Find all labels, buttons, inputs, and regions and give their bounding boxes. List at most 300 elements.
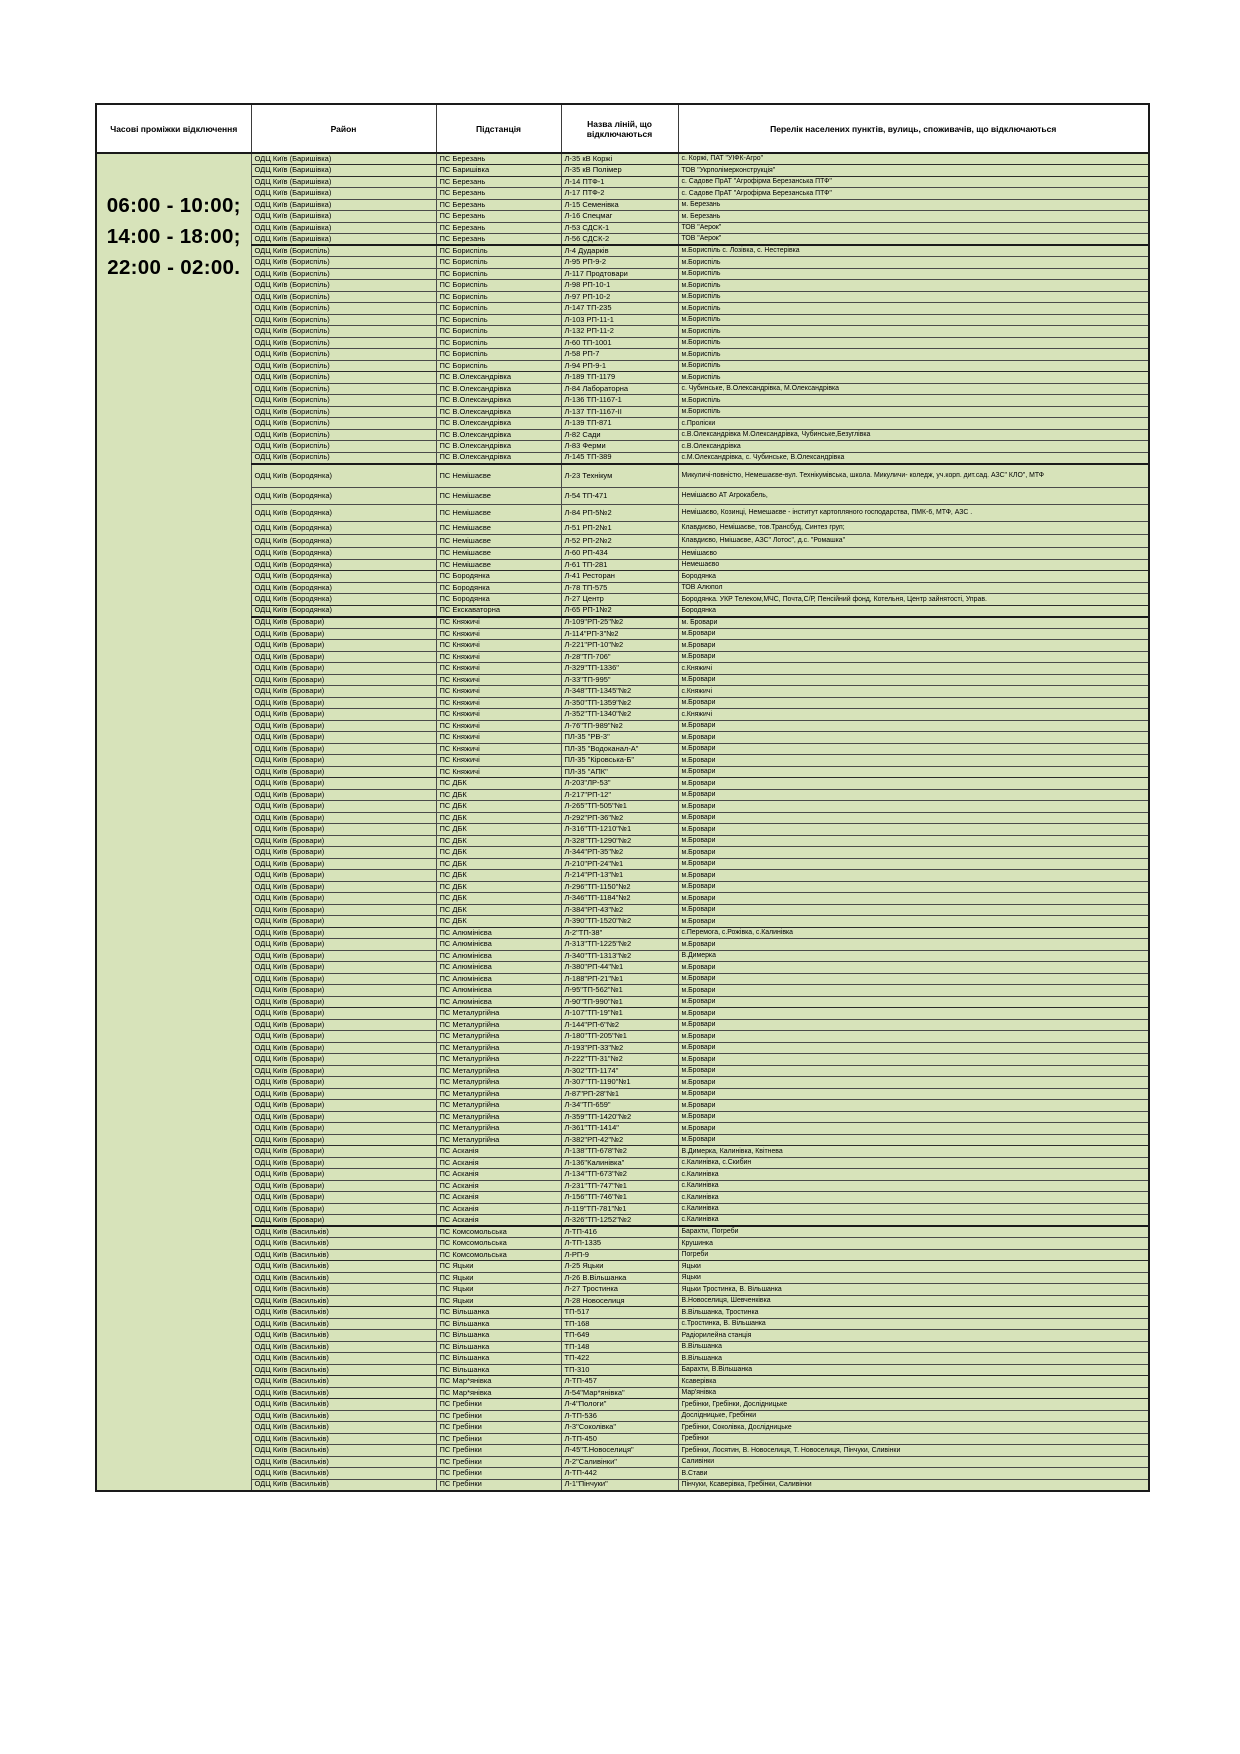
table-row [96, 1284, 1149, 1296]
district-cell: ОДЦ Київ (Бровари) [251, 1123, 436, 1135]
consumers-cell: с.Княжичі [678, 709, 1149, 721]
district-cell: ОДЦ Київ (Бровари) [251, 1157, 436, 1169]
table-row [96, 1123, 1149, 1135]
line-cell: Л-188"РП-21"№1 [561, 973, 678, 985]
district-cell: ОДЦ Київ (Бориспіль) [251, 395, 436, 407]
district-cell: ОДЦ Київ (Бородянка) [251, 559, 436, 571]
line-cell: Л-35 кВ Полімер [561, 165, 678, 177]
consumers-cell: с. Чубинське, В.Олександрівка, М.Олександрівка [678, 383, 1149, 395]
consumers-cell: м.Бориспіль [678, 303, 1149, 315]
line-cell: Л-340"ТП-1313"№2 [561, 950, 678, 962]
table-row [96, 1468, 1149, 1480]
consumers-cell: м.Бровари [678, 755, 1149, 767]
substation-cell: ПС Бориспіль [436, 337, 561, 349]
line-cell: Л-390"ТП-1520"№2 [561, 916, 678, 928]
substation-cell: ПС Немішаєве [436, 488, 561, 505]
district-cell: ОДЦ Київ (Бориспіль) [251, 257, 436, 269]
district-cell: ОДЦ Київ (Баришівка) [251, 199, 436, 211]
district-cell: ОДЦ Київ (Бровари) [251, 697, 436, 709]
line-cell: Л-60 РП-434 [561, 548, 678, 560]
district-cell: ОДЦ Київ (Бровари) [251, 996, 436, 1008]
table-row [96, 326, 1149, 338]
district-cell: ОДЦ Київ (Бровари) [251, 1100, 436, 1112]
table-row [96, 1169, 1149, 1181]
substation-cell: ПС Яцьки [436, 1272, 561, 1284]
consumers-cell: м.Бориспіль [678, 280, 1149, 292]
consumers-cell: ТОВ Алюпол [678, 582, 1149, 594]
district-cell: ОДЦ Київ (Васильків) [251, 1479, 436, 1491]
consumers-cell: Бородянка. УКР Телеком,МЧС, Почта,С/Р, Пенсійний фонд, Котельня, Центр зайнятості, Управ. [678, 594, 1149, 606]
table-row [96, 1376, 1149, 1388]
consumers-cell: м.Бровари [678, 1134, 1149, 1146]
header-substation: Підстанція [436, 104, 561, 153]
table-row [96, 663, 1149, 675]
line-cell: ТП-517 [561, 1307, 678, 1319]
substation-cell: ПС Княжичі [436, 755, 561, 767]
table-row [96, 1054, 1149, 1066]
district-cell: ОДЦ Київ (Васильків) [251, 1284, 436, 1296]
line-cell: Л-382"РП-42"№2 [561, 1134, 678, 1146]
table-row [96, 1226, 1149, 1238]
line-cell: Л-117 Продтовари [561, 268, 678, 280]
consumers-cell: Микуличі-повністю, Немешаєве-вул. Технікумівська, школа. Микуличи- коледж, уч.корп. дит.сад. АЗС" КЛО", МТФ [678, 464, 1149, 488]
line-cell: Л-3"Соколівка" [561, 1422, 678, 1434]
consumers-cell: Мар'янівка [678, 1387, 1149, 1399]
line-cell: Л-2"ТП-38" [561, 927, 678, 939]
header-line-names: Назва ліній, що відключаються [561, 104, 678, 153]
substation-cell: ПС Княжичі [436, 709, 561, 721]
table-row [96, 1238, 1149, 1250]
district-cell: ОДЦ Київ (Бориспіль) [251, 245, 436, 257]
district-cell: ОДЦ Київ (Васильків) [251, 1295, 436, 1307]
table-row [96, 1249, 1149, 1261]
district-cell: ОДЦ Київ (Бородянка) [251, 571, 436, 583]
table-row [96, 464, 1149, 488]
table-row [96, 1330, 1149, 1342]
table-row [96, 280, 1149, 292]
substation-cell: ПС Немішаєве [436, 559, 561, 571]
district-cell: ОДЦ Київ (Бориспіль) [251, 452, 436, 464]
consumers-cell: с.Калинівка [678, 1215, 1149, 1227]
line-cell: Л-27 Центр [561, 594, 678, 606]
table-row [96, 314, 1149, 326]
district-cell: ОДЦ Київ (Васильків) [251, 1468, 436, 1480]
district-cell: ОДЦ Київ (Бровари) [251, 824, 436, 836]
substation-cell: ПС ДБК [436, 824, 561, 836]
line-cell: Л-98 РП-10-1 [561, 280, 678, 292]
substation-cell: ПС ДБК [436, 858, 561, 870]
district-cell: ОДЦ Київ (Бориспіль) [251, 349, 436, 361]
consumers-cell: Погреби [678, 1249, 1149, 1261]
table-row [96, 303, 1149, 315]
district-cell: ОДЦ Київ (Бровари) [251, 1180, 436, 1192]
district-cell: ОДЦ Київ (Бровари) [251, 973, 436, 985]
consumers-cell: м.Бровари [678, 835, 1149, 847]
table-row [96, 1134, 1149, 1146]
table-row [96, 812, 1149, 824]
line-cell: Л-214"РП-13"№1 [561, 870, 678, 882]
line-cell: Л-2"Саливінки" [561, 1456, 678, 1468]
line-cell: Л-136 ТП-1167-1 [561, 395, 678, 407]
line-cell: Л-51 РП-2№1 [561, 522, 678, 535]
district-cell: ОДЦ Київ (Бориспіль) [251, 406, 436, 418]
line-cell: Л-384"РП-43"№2 [561, 904, 678, 916]
line-cell: Л-222"ТП-31"№2 [561, 1054, 678, 1066]
table-row [96, 1341, 1149, 1353]
substation-cell: ПС Комсомольська [436, 1238, 561, 1250]
line-cell: Л-139 ТП-871 [561, 418, 678, 430]
district-cell: ОДЦ Київ (Бровари) [251, 858, 436, 870]
consumers-cell: Гребінки, Лосятин, В. Новоселиця, Т. Новоселиця, Пінчуки, Сливінки [678, 1445, 1149, 1457]
substation-cell: ПС Березань [436, 211, 561, 223]
line-cell: Л-94 РП-9-1 [561, 360, 678, 372]
consumers-cell: с.М.Олександрівка, с. Чубинське, В.Олександрівка [678, 452, 1149, 464]
district-cell: ОДЦ Київ (Васильків) [251, 1399, 436, 1411]
table-row [96, 1111, 1149, 1123]
table-row [96, 870, 1149, 882]
table-row [96, 188, 1149, 200]
substation-cell: ПС Металургійна [436, 1042, 561, 1054]
consumers-cell: м. Бровари [678, 617, 1149, 629]
table-row [96, 291, 1149, 303]
time-ranges-cell [96, 153, 251, 1491]
line-cell: Л-348"ТП-1345"№2 [561, 686, 678, 698]
consumers-cell: м. Березань [678, 199, 1149, 211]
table-row [96, 571, 1149, 583]
consumers-cell: Клавдиєво, Немішаєве, тов.Трансбуд, Синтез груп; [678, 522, 1149, 535]
substation-cell: ПС Алюмінієва [436, 927, 561, 939]
table-row [96, 766, 1149, 778]
consumers-cell: с.Княжичі [678, 663, 1149, 675]
substation-cell: ПС Гребінки [436, 1433, 561, 1445]
table-row [96, 1307, 1149, 1319]
consumers-cell: м.Бровари [678, 1111, 1149, 1123]
consumers-cell: В.Стави [678, 1468, 1149, 1480]
table-row [96, 559, 1149, 571]
consumers-cell: м.Бровари [678, 640, 1149, 652]
consumers-cell: Барахти, В.Вільшанка [678, 1364, 1149, 1376]
consumers-cell: м. Березань [678, 211, 1149, 223]
consumers-cell: с. Садове ПрАТ "Агрофірма Березанська ПТФ" [678, 188, 1149, 200]
table-row [96, 1295, 1149, 1307]
table-row [96, 406, 1149, 418]
district-cell: ОДЦ Київ (Васильків) [251, 1249, 436, 1261]
district-cell: ОДЦ Київ (Бровари) [251, 847, 436, 859]
consumers-cell: с. Коржі, ПАТ "УІФК-Агро" [678, 153, 1149, 165]
district-cell: ОДЦ Київ (Бровари) [251, 812, 436, 824]
substation-cell: ПС В.Олександрівка [436, 372, 561, 384]
district-cell: ОДЦ Київ (Бровари) [251, 1031, 436, 1043]
substation-cell: ПС ДБК [436, 778, 561, 790]
substation-cell: ПС В.Олександрівка [436, 383, 561, 395]
district-cell: ОДЦ Київ (Баришівка) [251, 176, 436, 188]
line-cell: Л-302"ТП-1174" [561, 1065, 678, 1077]
line-cell: Л-313"ТП-1225"№2 [561, 939, 678, 951]
district-cell: ОДЦ Київ (Бровари) [251, 663, 436, 675]
table-row [96, 1422, 1149, 1434]
consumers-cell: Крушинка [678, 1238, 1149, 1250]
line-cell: Л-136"Калинівка" [561, 1157, 678, 1169]
district-cell: ОДЦ Київ (Васильків) [251, 1376, 436, 1388]
line-cell: Л-144"РП-6"№2 [561, 1019, 678, 1031]
substation-cell: ПС Алюмінієва [436, 950, 561, 962]
substation-cell: ПС В.Олександрівка [436, 441, 561, 453]
consumers-cell: м.Бровари [678, 916, 1149, 928]
line-cell: Л-76"ТП-989"№2 [561, 720, 678, 732]
district-cell: ОДЦ Київ (Бориспіль) [251, 429, 436, 441]
substation-cell: ПС Комсомольська [436, 1249, 561, 1261]
consumers-cell: ТОВ "Аерок" [678, 222, 1149, 234]
substation-cell: ПС Асканія [436, 1192, 561, 1204]
substation-cell: ПС Яцьки [436, 1295, 561, 1307]
line-cell: ТП-148 [561, 1341, 678, 1353]
district-cell: ОДЦ Київ (Бориспіль) [251, 360, 436, 372]
line-cell: Л-28"ТП-706" [561, 651, 678, 663]
line-cell: Л-65 РП-1№2 [561, 605, 678, 617]
substation-cell: ПС Княжичі [436, 628, 561, 640]
district-cell: ОДЦ Київ (Бородянка) [251, 488, 436, 505]
consumers-cell: м.Бориспіль [678, 406, 1149, 418]
substation-cell: ПС Асканія [436, 1146, 561, 1158]
district-cell: ОДЦ Київ (Васильків) [251, 1353, 436, 1365]
consumers-cell: с.Калинівка [678, 1169, 1149, 1181]
substation-cell: ПС В.Олександрівка [436, 429, 561, 441]
line-cell: Л-26 В.Вільшанка [561, 1272, 678, 1284]
substation-cell: ПС Вільшанка [436, 1330, 561, 1342]
district-cell: ОДЦ Київ (Бориспіль) [251, 383, 436, 395]
consumers-cell: Радіорилейна станція [678, 1330, 1149, 1342]
line-cell: Л-221"РП-10"№2 [561, 640, 678, 652]
table-row [96, 617, 1149, 629]
table-row [96, 893, 1149, 905]
table-row [96, 1456, 1149, 1468]
substation-cell: ПС Вільшанка [436, 1364, 561, 1376]
district-cell: ОДЦ Київ (Бровари) [251, 1065, 436, 1077]
table-row [96, 1399, 1149, 1411]
table-row [96, 337, 1149, 349]
consumers-cell: с.Калинівка, с.Скибин [678, 1157, 1149, 1169]
line-cell: Л-316"ТП-1210"№1 [561, 824, 678, 836]
table-row [96, 835, 1149, 847]
consumers-cell: Яцьки [678, 1272, 1149, 1284]
district-cell: ОДЦ Київ (Бровари) [251, 1192, 436, 1204]
substation-cell: ПС Асканія [436, 1203, 561, 1215]
substation-cell: ПС Княжичі [436, 743, 561, 755]
consumers-cell: м.Бровари [678, 720, 1149, 732]
substation-cell: ПС Гребінки [436, 1422, 561, 1434]
consumers-cell: м.Бориспіль [678, 257, 1149, 269]
substation-cell: ПС Бориспіль [436, 291, 561, 303]
table-row [96, 245, 1149, 257]
line-cell: Л-45"Т.Новоселиця" [561, 1445, 678, 1457]
table-row [96, 1353, 1149, 1365]
line-cell: Л-1"Пінчуки" [561, 1479, 678, 1491]
substation-cell: ПС Металургійна [436, 1077, 561, 1089]
line-cell: Л-83 Ферми [561, 441, 678, 453]
consumers-cell: ТОВ "Укрполімерконструкція" [678, 165, 1149, 177]
line-cell: Л-ТП-536 [561, 1410, 678, 1422]
table-row [96, 1479, 1149, 1491]
line-cell: ТП-422 [561, 1353, 678, 1365]
consumers-cell: с.Тростинка, В. Вільшанка [678, 1318, 1149, 1330]
line-cell: Л-346"ТП-1184"№2 [561, 893, 678, 905]
district-cell: ОДЦ Київ (Бориспіль) [251, 326, 436, 338]
consumers-cell: Немішаєво [678, 548, 1149, 560]
line-cell: ТП-310 [561, 1364, 678, 1376]
district-cell: ОДЦ Київ (Васильків) [251, 1364, 436, 1376]
consumers-cell: с.Перемога, с.Рожівка, с.Калинівка [678, 927, 1149, 939]
consumers-cell: м.Бориспіль [678, 349, 1149, 361]
table-row [96, 257, 1149, 269]
district-cell: ОДЦ Київ (Бровари) [251, 904, 436, 916]
consumers-cell: м.Бровари [678, 904, 1149, 916]
table-row [96, 904, 1149, 916]
line-cell: Л-84 РП-5№2 [561, 505, 678, 522]
line-cell: Л-15 Семенівка [561, 199, 678, 211]
outage-schedule-sheet [95, 103, 1150, 1492]
line-cell: Л-189 ТП-1179 [561, 372, 678, 384]
consumers-cell: м.Бровари [678, 732, 1149, 744]
substation-cell: ПС В.Олександрівка [436, 418, 561, 430]
table-row [96, 1364, 1149, 1376]
substation-cell: ПС Бориспіль [436, 326, 561, 338]
table-row [96, 697, 1149, 709]
substation-cell: ПС Гребінки [436, 1410, 561, 1422]
consumers-cell: м.Бровари [678, 1054, 1149, 1066]
table-row [96, 1192, 1149, 1204]
district-cell: ОДЦ Київ (Бровари) [251, 1088, 436, 1100]
line-cell: Л-147 ТП-235 [561, 303, 678, 315]
consumers-cell: Гребінки, Гребінки, Дослідницьке [678, 1399, 1149, 1411]
line-cell: Л-361"ТП-1414" [561, 1123, 678, 1135]
district-cell: ОДЦ Київ (Бориспіль) [251, 337, 436, 349]
consumers-cell: м.Бориспіль [678, 337, 1149, 349]
line-cell: ТП-168 [561, 1318, 678, 1330]
consumers-cell: м.Бровари [678, 1019, 1149, 1031]
district-cell: ОДЦ Київ (Бровари) [251, 628, 436, 640]
line-cell: Л-84 Лабораторна [561, 383, 678, 395]
consumers-cell: м.Бровари [678, 801, 1149, 813]
line-cell: Л-54"Мар*янівка" [561, 1387, 678, 1399]
substation-cell: ПС Княжичі [436, 720, 561, 732]
table-row [96, 640, 1149, 652]
substation-cell: ПС Металургійна [436, 1088, 561, 1100]
consumers-cell: Немішаєво, Козинці, Немешаєве - інститут картопляного господарства, ПМК-6, МТФ, АЗС . [678, 505, 1149, 522]
line-cell: Л-329"ТП-1336" [561, 663, 678, 675]
line-cell: Л-54 ТП-471 [561, 488, 678, 505]
table-row [96, 985, 1149, 997]
consumers-cell: м.Бровари [678, 628, 1149, 640]
table-row [96, 916, 1149, 928]
substation-cell: ПС Немішаєве [436, 548, 561, 560]
substation-cell: ПС Березань [436, 176, 561, 188]
substation-cell: ПС Металургійна [436, 1031, 561, 1043]
district-cell: ОДЦ Київ (Баришівка) [251, 222, 436, 234]
consumers-cell: м.Бориспіль [678, 314, 1149, 326]
district-cell: ОДЦ Київ (Бородянка) [251, 464, 436, 488]
line-cell: Л-210"РП-24"№1 [561, 858, 678, 870]
consumers-cell: В.Вільшанка, Тростинка [678, 1307, 1149, 1319]
table-row [96, 1008, 1149, 1020]
line-cell: Л-34"ТП-659" [561, 1100, 678, 1112]
district-cell: ОДЦ Київ (Бородянка) [251, 522, 436, 535]
substation-cell: ПС ДБК [436, 847, 561, 859]
consumers-cell: м.Бровари [678, 697, 1149, 709]
line-cell: Л-14 ПТФ-1 [561, 176, 678, 188]
district-cell: ОДЦ Київ (Бровари) [251, 1054, 436, 1066]
table-row [96, 176, 1149, 188]
table-row [96, 372, 1149, 384]
substation-cell: ПС Княжичі [436, 663, 561, 675]
district-cell: ОДЦ Київ (Бровари) [251, 709, 436, 721]
table-row [96, 429, 1149, 441]
table-row [96, 1203, 1149, 1215]
table-row [96, 522, 1149, 535]
district-cell: ОДЦ Київ (Бровари) [251, 881, 436, 893]
district-cell: ОДЦ Київ (Бровари) [251, 939, 436, 951]
district-cell: ОДЦ Київ (Васильків) [251, 1261, 436, 1273]
line-cell: Л-350"ТП-1359"№2 [561, 697, 678, 709]
consumers-cell: м.Бровари [678, 881, 1149, 893]
substation-cell: ПС ДБК [436, 881, 561, 893]
substation-cell: ПС Березань [436, 234, 561, 246]
consumers-cell: с.Калинівка [678, 1192, 1149, 1204]
substation-cell: ПС Гребінки [436, 1456, 561, 1468]
district-cell: ОДЦ Київ (Бровари) [251, 766, 436, 778]
table-row [96, 881, 1149, 893]
line-cell: Л-380"РП-44"№1 [561, 962, 678, 974]
table-row [96, 732, 1149, 744]
line-cell: Л-53 СДСК-1 [561, 222, 678, 234]
table-row [96, 418, 1149, 430]
substation-cell: ПС Асканія [436, 1157, 561, 1169]
table-row [96, 628, 1149, 640]
line-cell: Л-78 ТП-575 [561, 582, 678, 594]
table-row [96, 268, 1149, 280]
substation-cell: ПС Княжичі [436, 766, 561, 778]
consumers-cell: Барахти, Погреби [678, 1226, 1149, 1238]
table-row [96, 199, 1149, 211]
line-cell: Л-138"ТП-678"№2 [561, 1146, 678, 1158]
line-cell: Л-109"РП-25"№2 [561, 617, 678, 629]
substation-cell: ПС Гребінки [436, 1468, 561, 1480]
line-cell: Л-352"ТП-1340"№2 [561, 709, 678, 721]
substation-cell: ПС ДБК [436, 893, 561, 905]
table-row [96, 153, 1149, 165]
line-cell: Л-180"ТП-205"№1 [561, 1031, 678, 1043]
table-row [96, 1146, 1149, 1158]
table-row [96, 962, 1149, 974]
table-row [96, 441, 1149, 453]
table-row [96, 234, 1149, 246]
district-cell: ОДЦ Київ (Бровари) [251, 1203, 436, 1215]
line-cell: Л-326"ТП-1252"№2 [561, 1215, 678, 1227]
substation-cell: ПС Бородянка [436, 571, 561, 583]
substation-cell: ПС Екскаваторна [436, 605, 561, 617]
district-cell: ОДЦ Київ (Бровари) [251, 1042, 436, 1054]
table-row [96, 1387, 1149, 1399]
consumers-cell: м.Бровари [678, 1008, 1149, 1020]
substation-cell: ПС В.Олександрівка [436, 406, 561, 418]
district-cell: ОДЦ Київ (Бородянка) [251, 548, 436, 560]
line-cell: Л-23 Технікум [561, 464, 678, 488]
district-cell: ОДЦ Київ (Бровари) [251, 720, 436, 732]
district-cell: ОДЦ Київ (Бородянка) [251, 535, 436, 548]
substation-cell: ПС Гребінки [436, 1445, 561, 1457]
outage-table-body [96, 153, 1149, 1491]
line-cell: Л-296"ТП-1150"№2 [561, 881, 678, 893]
substation-cell: ПС Березань [436, 199, 561, 211]
